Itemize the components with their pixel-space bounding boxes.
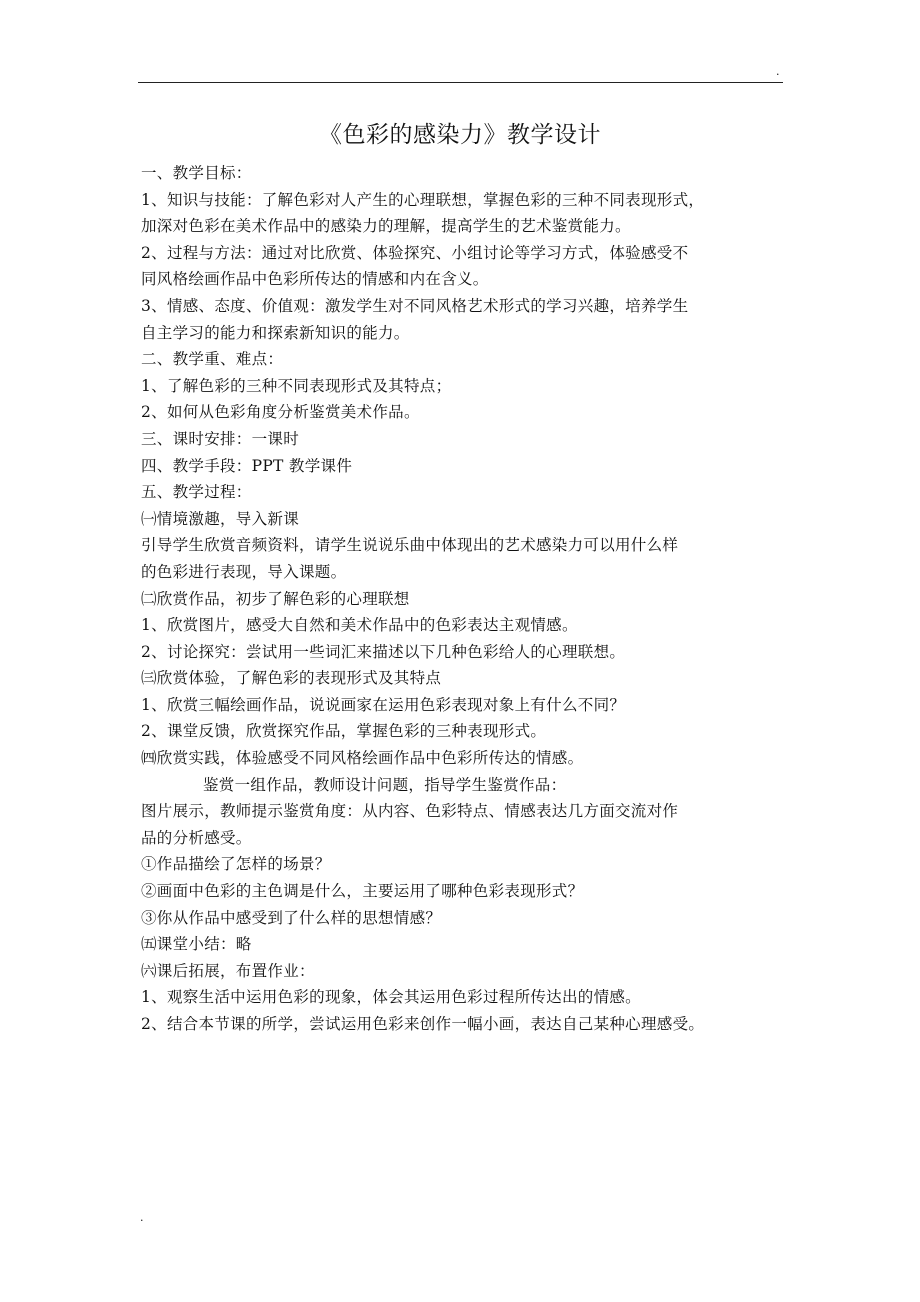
paragraph-line: 1、欣赏图片，感受大自然和美术作品中的色彩表达主观情感。: [141, 616, 578, 635]
question-item: ③你从作品中感受到了什么样的思想情感？: [141, 908, 442, 927]
section-heading-key-points: 二、教学重、难点：: [141, 350, 284, 369]
document-title: 《色彩的感染力》教学设计: [319, 122, 601, 148]
paragraph-line: 图片展示，教师提示鉴赏角度：从内容、色彩特点、情感表达几方面交流对作: [141, 802, 679, 821]
section-heading-means: 四、教学手段：PPT 教学课件: [141, 456, 353, 475]
subsection-heading: ㈣欣赏实践，体验感受不同风格绘画作品中色彩所传达的情感。: [141, 749, 584, 768]
paragraph-line: 1、观察生活中运用色彩的现象，体会其运用色彩过程所传达出的情感。: [141, 988, 641, 1007]
paragraph-line: 1、欣赏三幅绘画作品，说说画家在运用色彩表现对象上有什么不同？: [141, 695, 626, 714]
paragraph-line: 自主学习的能力和探索新知识的能力。: [141, 323, 410, 342]
paragraph-line: 加深对色彩在美术作品中的感染力的理解，提高学生的艺术鉴赏能力。: [141, 217, 631, 236]
subsection-heading: ㈥课后拓展，布置作业：: [141, 961, 315, 980]
paragraph-line: 2、讨论探究：尝试用一些词汇来描述以下几种色彩给人的心理联想。: [141, 642, 626, 661]
section-heading-process: 五、教学过程：: [141, 483, 252, 502]
paragraph-line: 1、了解色彩的三种不同表现形式及其特点；: [141, 376, 452, 395]
paragraph-line: 2、过程与方法：通过对比欣赏、体验探究、小组讨论等学习方式，体验感受不: [141, 243, 689, 262]
paragraph-line: 同风格绘画作品中色彩所传达的情感和内在含义。: [141, 270, 489, 289]
subsection-heading: ㈡欣赏作品，初步了解色彩的心理联想: [141, 589, 410, 608]
section-heading-objectives: 一、教学目标：: [141, 164, 252, 182]
paragraph-line: 2、如何从色彩角度分析鉴赏美术作品。: [141, 403, 420, 422]
paragraph-line: 2、结合本节课的所学，尝试运用色彩来创作一幅小画，表达自己某种心理感受。: [141, 1015, 705, 1033]
paragraph-line: 的色彩进行表现，导入课题。: [141, 562, 347, 581]
header-mark: .: [776, 65, 780, 78]
subsection-heading: ㈢欣赏体验，了解色彩的表现形式及其特点: [141, 669, 442, 688]
section-heading-schedule: 三、课时安排：一课时: [141, 429, 300, 448]
paragraph-line: 1、知识与技能：了解色彩对人产生的心理联想，掌握色彩的三种不同表现形式，: [141, 190, 705, 209]
paragraph-line: 引导学生欣赏音频资料，请学生说说乐曲中体现出的艺术感染力可以用什么样: [141, 536, 679, 555]
paragraph-line: 3、情感、态度、价值观：激发学生对不同风格艺术形式的学习兴趣，培养学生: [141, 296, 689, 315]
question-item: ②画面中色彩的主色调是什么，主要运用了哪种色彩表现形式？: [141, 882, 584, 901]
paragraph-line: 2、课堂反馈，欣赏探究作品，掌握色彩的三种表现形式。: [141, 722, 547, 741]
header-rule: [138, 82, 783, 83]
document-body: [141, 160, 791, 1038]
paragraph-line: 鉴赏一组作品，教师设计问题，指导学生鉴赏作品：: [203, 775, 567, 794]
subsection-heading: ㈤课堂小结：略: [141, 935, 252, 954]
subsection-heading: ㈠情境激趣，导入新课: [141, 509, 300, 528]
paragraph-line: 品的分析感受。: [141, 828, 252, 847]
footer-mark: .: [140, 1211, 144, 1224]
question-item: ①作品描绘了怎样的场景？: [141, 855, 331, 874]
